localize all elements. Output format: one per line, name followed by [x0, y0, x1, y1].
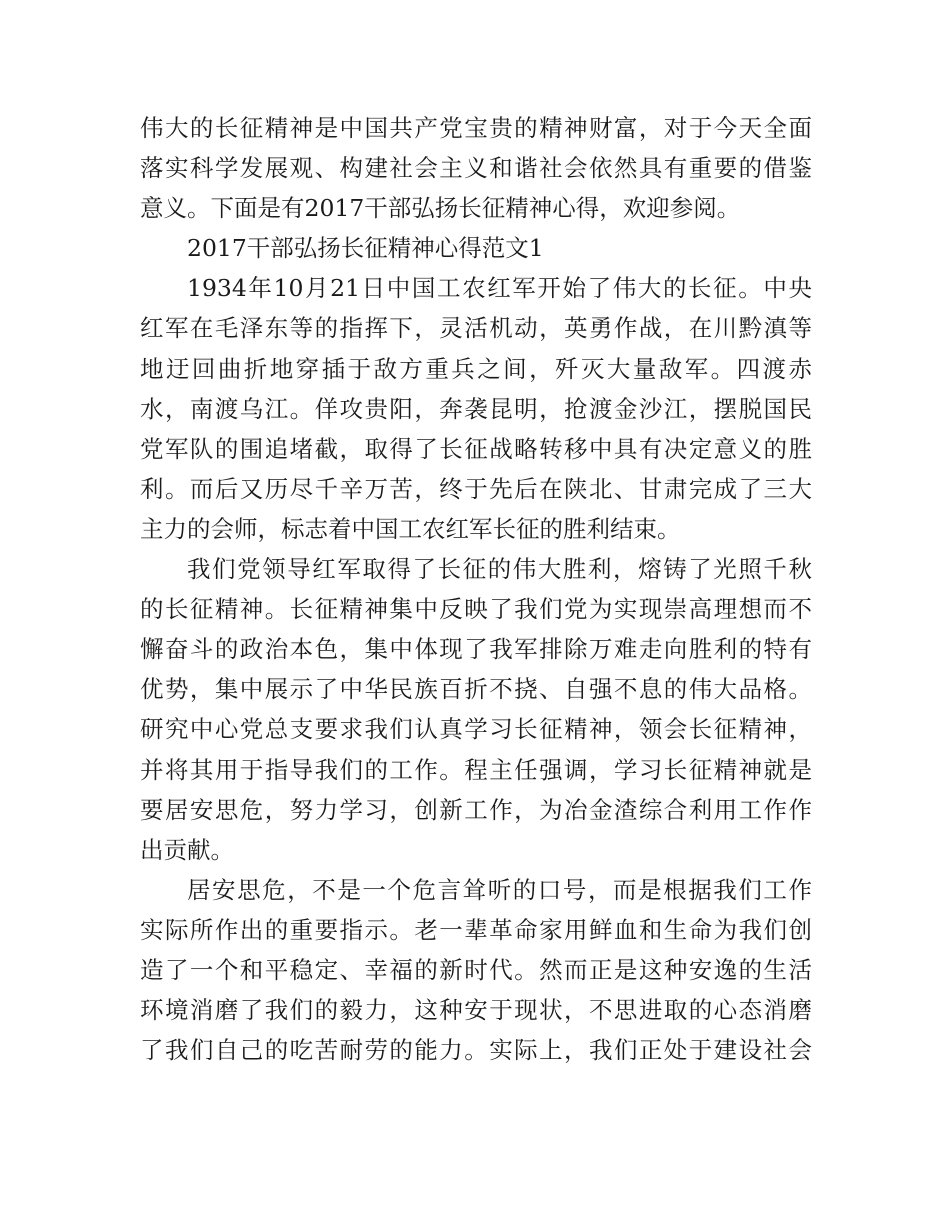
document-page: [140, 108, 812, 1070]
text-line: 落实科学发展观、构建社会主义和谐社会依然具有重要的借鉴: [140, 154, 812, 183]
paragraph-first-line: 1934年10月21日中国工农红军开始了伟大的长征。中央: [187, 274, 812, 303]
paragraph-first-line: 我们党领导红军取得了长征的伟大胜利，熔铸了光照千秋: [187, 555, 812, 584]
text-line: 主力的会师，标志着中国工农红军长征的胜利结束。: [140, 514, 681, 543]
text-line: 意义。下面是有2017干部弘扬长征精神心得，欢迎参阅。: [140, 194, 741, 223]
text-line: 要居安思危，努力学习，创新工作，为冶金渣综合利用工作作: [140, 795, 812, 824]
text-line: 伟大的长征精神是中国共产党宝贵的精神财富，对于今天全面: [140, 114, 812, 142]
text-line: 研究中心党总支要求我们认真学习长征精神，领会长征精神，: [140, 715, 812, 744]
text-line: 优势，集中展示了中华民族百折不挠、自强不息的伟大品格。: [140, 675, 812, 704]
text-line: 并将其用于指导我们的工作。程主任强调，学习长征精神就是: [140, 755, 812, 784]
text-line: 水，南渡乌江。佯攻贵阳，奔袭昆明，抢渡金沙江，摆脱国民: [140, 394, 812, 423]
text-line: 懈奋斗的政治本色，集中体现了我军排除万难走向胜利的特有: [140, 635, 812, 664]
text-line: 党军队的围追堵截，取得了长征战略转移中具有决定意义的胜: [140, 434, 812, 463]
text-line: 造了一个和平稳定、幸福的新时代。然而正是这种安逸的生活: [140, 955, 812, 984]
text-line: 了我们自己的吃苦耐劳的能力。实际上，我们正处于建设社会: [140, 1036, 812, 1065]
text-line: 出贡献。: [140, 835, 234, 864]
text-line: 红军在毛泽东等的指挥下，灵活机动，英勇作战，在川黔滇等: [140, 314, 812, 343]
paragraph-first-line: 居安思危，不是一个危言耸听的口号，而是根据我们工作: [187, 875, 812, 904]
text-line: 地迂回曲折地穿插于敌方重兵之间，歼灭大量敌军。四渡赤: [140, 354, 812, 383]
text-line: 环境消磨了我们的毅力，这种安于现状，不思进取的心态消磨: [140, 996, 812, 1025]
text-line: 的长征精神。长征精神集中反映了我们党为实现崇高理想而不: [140, 595, 812, 624]
paragraph-first-line: 2017干部弘扬长征精神心得范文1: [187, 234, 544, 263]
text-line: 利。而后又历尽千辛万苦，终于先后在陕北、甘肃完成了三大: [140, 474, 812, 503]
text-line: 实际所作出的重要指示。老一辈革命家用鲜血和生命为我们创: [140, 915, 812, 944]
